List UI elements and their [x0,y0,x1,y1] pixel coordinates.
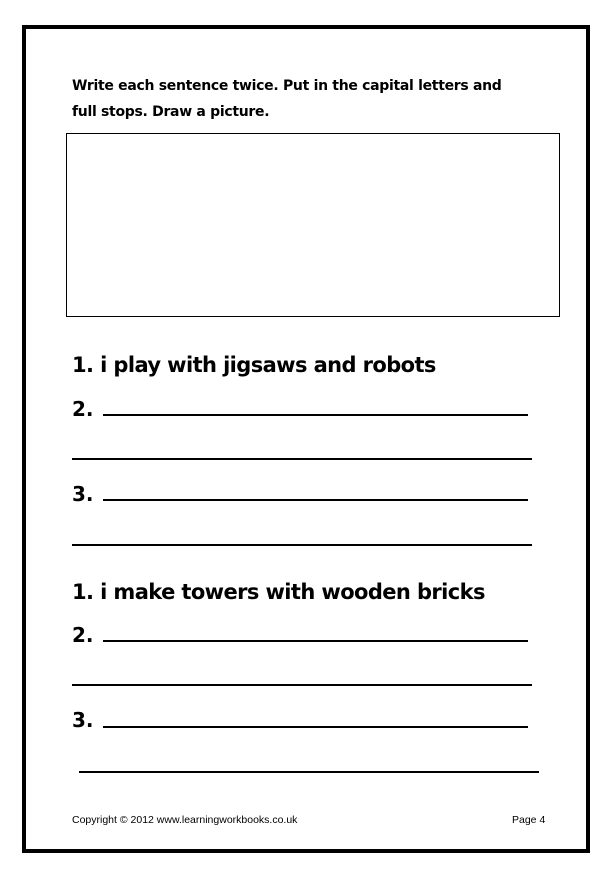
exercise-1-sentence: 1. i play with jigsaws and robots [72,353,436,377]
copyright-notice: Copyright © 2012 www.learningworkbooks.co.uk [72,814,298,826]
instructions-line-1: Write each sentence twice. Put in the capital letters and [72,78,502,94]
exercise-2-label-2: 2. [72,623,94,647]
instructions-line-2: full stops. Draw a picture. [72,104,270,120]
exercise-2-sentence: 1. i make towers with wooden bricks [72,580,485,604]
exercise-1-writing-line-3b[interactable] [72,544,532,546]
drawing-box[interactable] [66,133,560,317]
instructions [72,73,552,125]
exercise-1-writing-line-2b[interactable] [72,458,532,460]
exercise-1-writing-line-2a[interactable] [103,414,528,416]
exercise-2-writing-line-2a[interactable] [103,640,528,642]
page-number: Page 4 [512,814,546,826]
exercise-2-writing-line-3a[interactable] [103,726,528,728]
exercise-1-label-3: 3. [72,482,94,506]
exercise-1-label-2: 2. [72,397,94,421]
exercise-2-writing-line-2b[interactable] [72,684,532,686]
exercise-2-label-3: 3. [72,708,94,732]
exercise-2-writing-line-3b[interactable] [79,771,539,773]
exercise-1-writing-line-3a[interactable] [103,499,528,501]
